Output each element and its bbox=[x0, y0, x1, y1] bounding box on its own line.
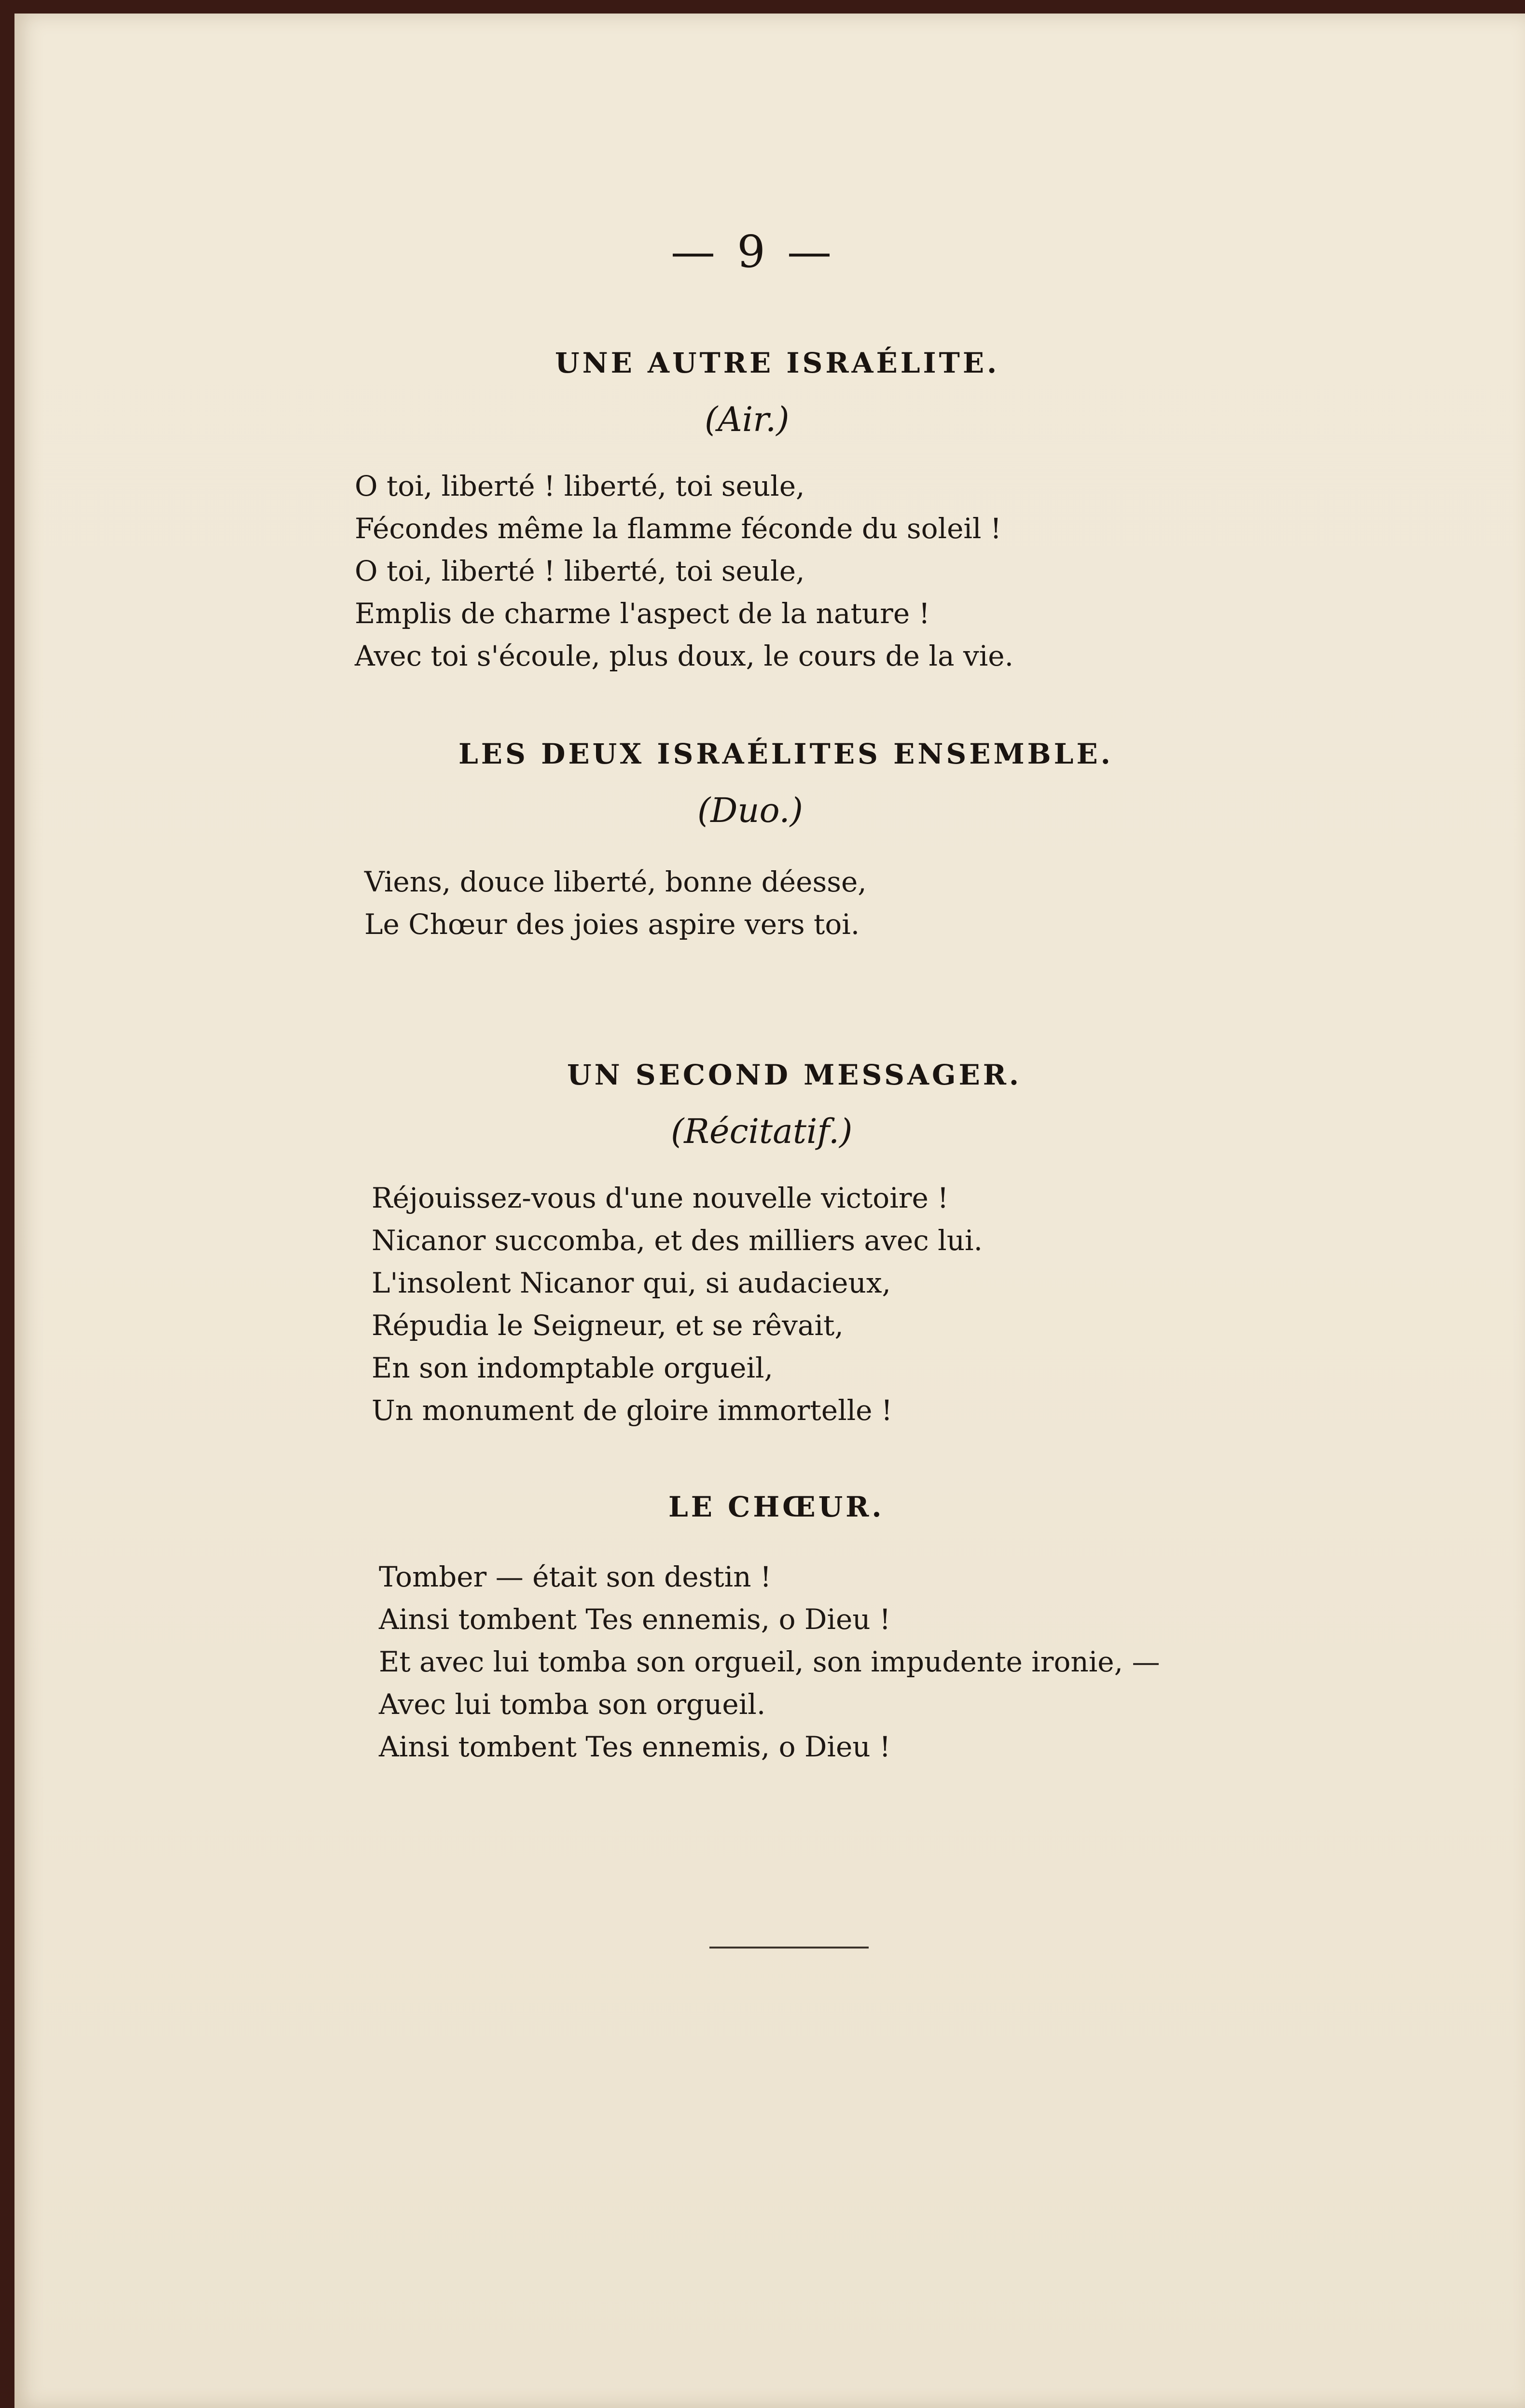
verse-line: Avec lui tomba son orgueil. bbox=[379, 1688, 766, 1721]
page-number: — 9 — bbox=[671, 226, 836, 278]
verse-line: Le Chœur des joies aspire vers toi. bbox=[364, 908, 860, 941]
stage-direction-recitatif: (Récitatif.) bbox=[671, 1112, 853, 1151]
verse-line: En son indomptable orgueil, bbox=[372, 1351, 773, 1384]
closing-rule bbox=[709, 1947, 869, 1949]
verse-line: O toi, liberté ! liberté, toi seule, bbox=[355, 470, 805, 502]
verse-block-2 bbox=[364, 861, 867, 946]
section-heading-le-choeur: LE CHŒUR. bbox=[668, 1490, 885, 1523]
book-page bbox=[14, 14, 1525, 2408]
verse-line: Et avec lui tomba son orgueil, son impudente ironie, — bbox=[379, 1645, 1160, 1678]
verse-line: Un monument de gloire immortelle ! bbox=[372, 1394, 893, 1427]
verse-line: Fécondes même la flamme féconde du soleil ! bbox=[355, 512, 1002, 545]
verse-block-3 bbox=[372, 1177, 983, 1432]
verse-block-1 bbox=[355, 465, 1013, 677]
verse-line: Ainsi tombent Tes ennemis, o Dieu ! bbox=[379, 1730, 891, 1763]
stage-direction-duo: (Duo.) bbox=[697, 791, 803, 830]
stage-direction-air: (Air.) bbox=[705, 400, 790, 439]
verse-line: L'insolent Nicanor qui, si audacieux, bbox=[372, 1267, 891, 1299]
verse-line: Viens, douce liberté, bonne déesse, bbox=[364, 865, 867, 898]
verse-line: Réjouissez-vous d'une nouvelle victoire ! bbox=[372, 1182, 949, 1214]
section-heading-une-autre-israelite: UNE AUTRE ISRAÉLITE. bbox=[555, 347, 1000, 379]
verse-line: Tomber — était son destin ! bbox=[379, 1560, 772, 1593]
section-heading-les-deux-israelites: LES DEUX ISRAÉLITES ENSEMBLE. bbox=[458, 738, 1113, 770]
section-heading-un-second-messager: UN SECOND MESSAGER. bbox=[567, 1058, 1022, 1091]
verse-block-4 bbox=[379, 1556, 1160, 1768]
verse-line: Ainsi tombent Tes ennemis, o Dieu ! bbox=[379, 1603, 891, 1636]
verse-line: Avec toi s'écoule, plus doux, le cours de la vie. bbox=[355, 640, 1014, 672]
verse-line: O toi, liberté ! liberté, toi seule, bbox=[355, 555, 805, 587]
verse-line: Répudia le Seigneur, et se rêvait, bbox=[372, 1309, 844, 1342]
verse-line: Nicanor succomba, et des milliers avec lui. bbox=[372, 1224, 983, 1257]
verse-line: Emplis de charme l'aspect de la nature ! bbox=[355, 597, 930, 630]
